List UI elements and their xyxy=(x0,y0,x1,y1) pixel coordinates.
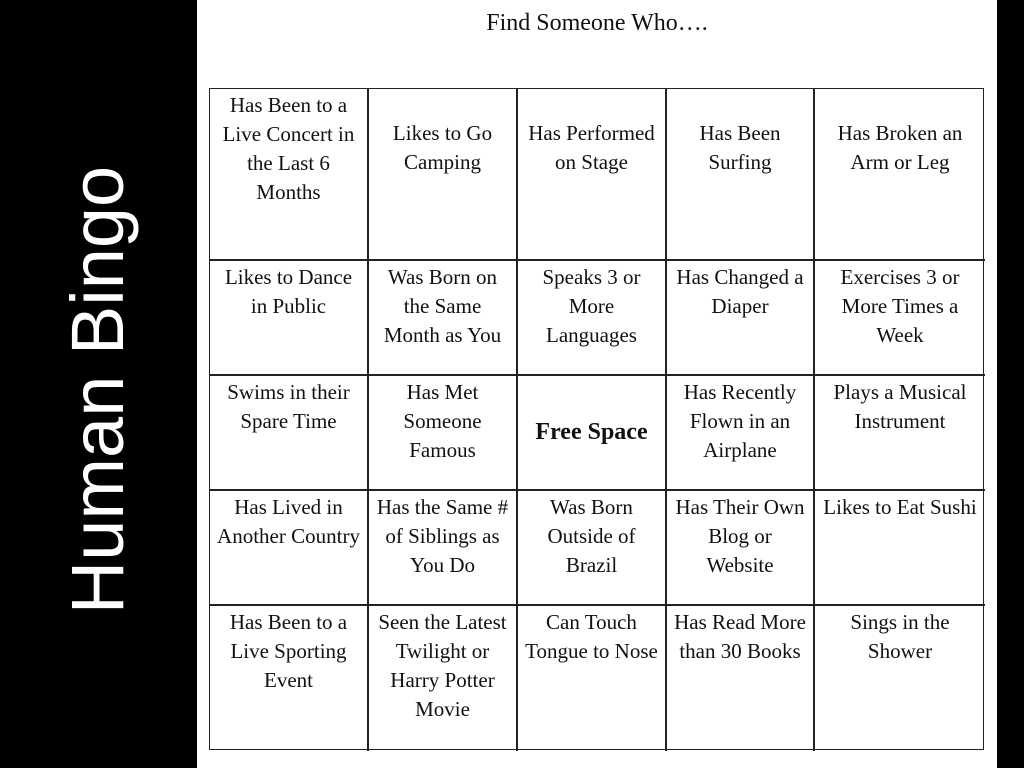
bingo-grid xyxy=(209,88,984,750)
sheet-heading: Find Someone Who…. xyxy=(486,10,708,36)
bingo-sheet xyxy=(197,0,997,768)
bingo-cell-r5-c5: Sings in the Shower xyxy=(850,610,950,663)
bingo-cell-r1-c2: Likes to Go Camping xyxy=(369,89,518,261)
bingo-cell-r1-c3: Has Performed on Stage xyxy=(518,89,667,261)
bingo-cell-r5-c3: Can Touch Tongue to Nose xyxy=(518,606,667,751)
bingo-cell-r2-c1: Likes to Dance in Public xyxy=(210,261,369,376)
bingo-cell-r4-c1: Has Lived in Another Country xyxy=(210,491,369,606)
bingo-cell-r3-c5: Plays a Musical Instrument xyxy=(815,376,985,491)
slide-title: Human Bingo xyxy=(56,165,139,615)
bingo-cell-r1-c1: Has Been to a Live Concert in the Last 6 Months xyxy=(210,89,369,261)
bingo-cell-r3-c2: Has Met Someone Famous xyxy=(369,376,518,491)
bingo-cell-r2-c4: Has Changed a Diaper xyxy=(667,261,815,376)
bingo-cell-r4-c5: Likes to Eat Sushi xyxy=(815,491,985,606)
bingo-cell-r2-c3: Speaks 3 or More Languages xyxy=(518,261,667,376)
bingo-cell-r5-c4: Has Read More than 30 Books xyxy=(667,606,815,751)
bingo-cell-r5-c1: Has Been to a Live Sporting Event xyxy=(210,606,369,751)
bingo-cell-r2-c5: Exercises 3 or More Times a Week xyxy=(815,261,985,376)
free-space-cell: Free Space xyxy=(518,376,667,491)
bingo-cell-r4-c4: Has Their Own Blog or Website xyxy=(667,491,815,606)
bingo-cell-r1-c5: Has Broken an Arm or Leg xyxy=(815,89,985,261)
bingo-cell-r4-c2: Has the Same # of Siblings as You Do xyxy=(369,491,518,606)
bingo-cell-r3-c1: Swims in their Spare Time xyxy=(210,376,369,491)
bingo-cell-r1-c4: Has Been Surfing xyxy=(667,89,815,261)
bingo-cell-r2-c2: Was Born on the Same Month as You xyxy=(369,261,518,376)
bingo-cell-r5-c2: Seen the Latest Twilight or Harry Potter Movie xyxy=(369,606,518,751)
bingo-cell-r4-c3: Was Born Outside of Brazil xyxy=(518,491,667,606)
bingo-cell-r3-c4: Has Recently Flown in an Airplane xyxy=(667,376,815,491)
